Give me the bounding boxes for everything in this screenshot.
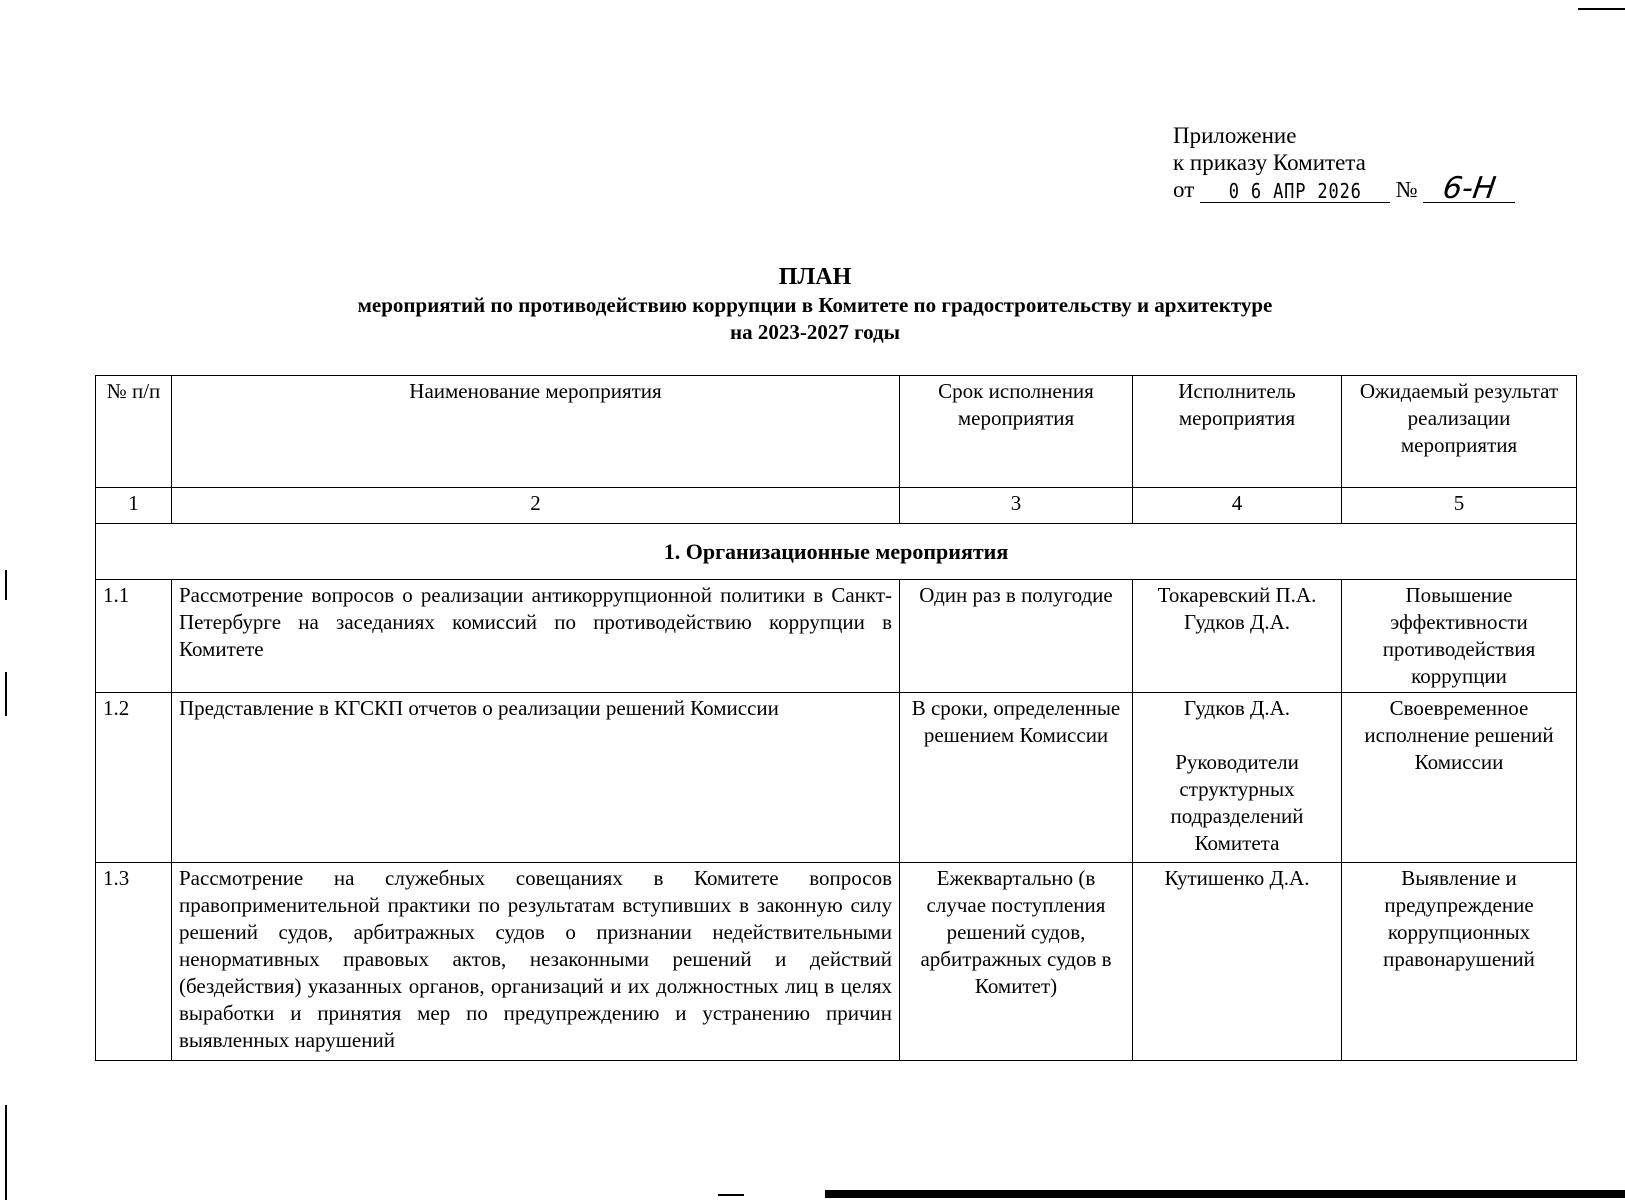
activity-executor — [1133, 693, 1342, 863]
date-field — [1200, 177, 1390, 203]
activity-deadline: Один раз в полугодие — [900, 580, 1133, 693]
header-result: Ожидаемый результат реализации мероприятия — [1342, 376, 1577, 488]
scan-edge-line-bottom-right — [825, 1190, 1625, 1198]
row-number: 1.3 — [96, 863, 172, 1061]
scan-edge-line-left-3 — [5, 1105, 7, 1200]
number-label: № — [1395, 177, 1418, 202]
title-period: на 2023-2027 годы — [729, 320, 901, 344]
activity-result: Выявление и предупреждение коррупционных правонарушений — [1342, 863, 1577, 1061]
from-label: от — [1173, 177, 1195, 202]
appendix-order-ref: к приказу Комитета — [1173, 150, 1366, 175]
activity-name: Рассмотрение вопросов о реализации антикоррупционной политики в Санкт-Петербурге на заседаниях комиссий по противодействию коррупции в Комитете — [172, 580, 900, 693]
header-name: Наименование мероприятия — [172, 376, 900, 488]
plan-table — [95, 375, 1577, 1061]
header-num: № п/п — [96, 376, 172, 488]
handwritten-number: 6-Н — [1440, 171, 1499, 206]
section-title: 1. Организационные мероприятия — [96, 524, 1577, 580]
table-row — [96, 580, 1577, 693]
appendix-date-number-line — [1173, 171, 1533, 206]
column-number-row — [96, 488, 1577, 524]
scan-edge-dash-bottom — [718, 1194, 744, 1196]
header-deadline: Срок исполнения мероприятия — [900, 376, 1133, 488]
date-stamp: 0 6 АПР 2026 — [1228, 179, 1362, 203]
column-number: 5 — [1342, 488, 1577, 524]
activity-executor: Токаревский П.А. Гудков Д.А. — [1133, 580, 1342, 693]
scan-edge-line-top-right — [1578, 8, 1625, 10]
section-row — [96, 524, 1577, 580]
column-number: 2 — [172, 488, 900, 524]
appendix-label: Приложение — [1173, 123, 1297, 148]
table-row — [96, 863, 1577, 1061]
column-number: 1 — [96, 488, 172, 524]
executor-secondary: Руководители структурных подразделений Комитета — [1170, 750, 1304, 855]
activity-executor: Кутишенко Д.А. — [1133, 863, 1342, 1061]
header-executor: Исполнитель мероприятия — [1133, 376, 1342, 488]
column-number: 3 — [900, 488, 1133, 524]
activity-result: Повышение эффективности противодействия коррупции — [1342, 580, 1577, 693]
executor-primary: Гудков Д.А. — [1184, 696, 1290, 720]
column-number: 4 — [1133, 488, 1342, 524]
scan-edge-line-left-2 — [5, 672, 7, 716]
title-subject: мероприятий по противодействию коррупции в Комитете по градостроительству и архитектуре — [357, 293, 1273, 317]
document-title — [200, 262, 1430, 346]
table-row — [96, 693, 1577, 863]
row-number: 1.2 — [96, 693, 172, 863]
activity-deadline: Ежеквартально (в случае поступления решений судов, арбитражных судов в Комитет) — [900, 863, 1133, 1061]
number-field — [1423, 171, 1515, 206]
row-number: 1.1 — [96, 580, 172, 693]
activity-name: Рассмотрение на служебных совещаниях в Комитете вопросов правоприменительной практики по результатам вступивших в законную силу решений судов, арбитражных судов о признании недействительными ненормативных правовых актов, незаконными решений и действий (бездействия) указанных органов, организаций и их должностных лиц в целях выработки и принятия мер по предупреждению и устранению причин выявленных нарушений — [172, 863, 900, 1061]
table-header-row — [96, 376, 1577, 488]
activity-name: Представление в КГСКП отчетов о реализации решений Комиссии — [172, 693, 900, 863]
activity-result: Своевременное исполнение решений Комиссии — [1342, 693, 1577, 863]
activity-deadline: В сроки, определенные решением Комиссии — [900, 693, 1133, 863]
scan-edge-line-left-1 — [5, 570, 7, 600]
appendix-block — [1173, 122, 1533, 206]
title-main: ПЛАН — [778, 264, 852, 290]
